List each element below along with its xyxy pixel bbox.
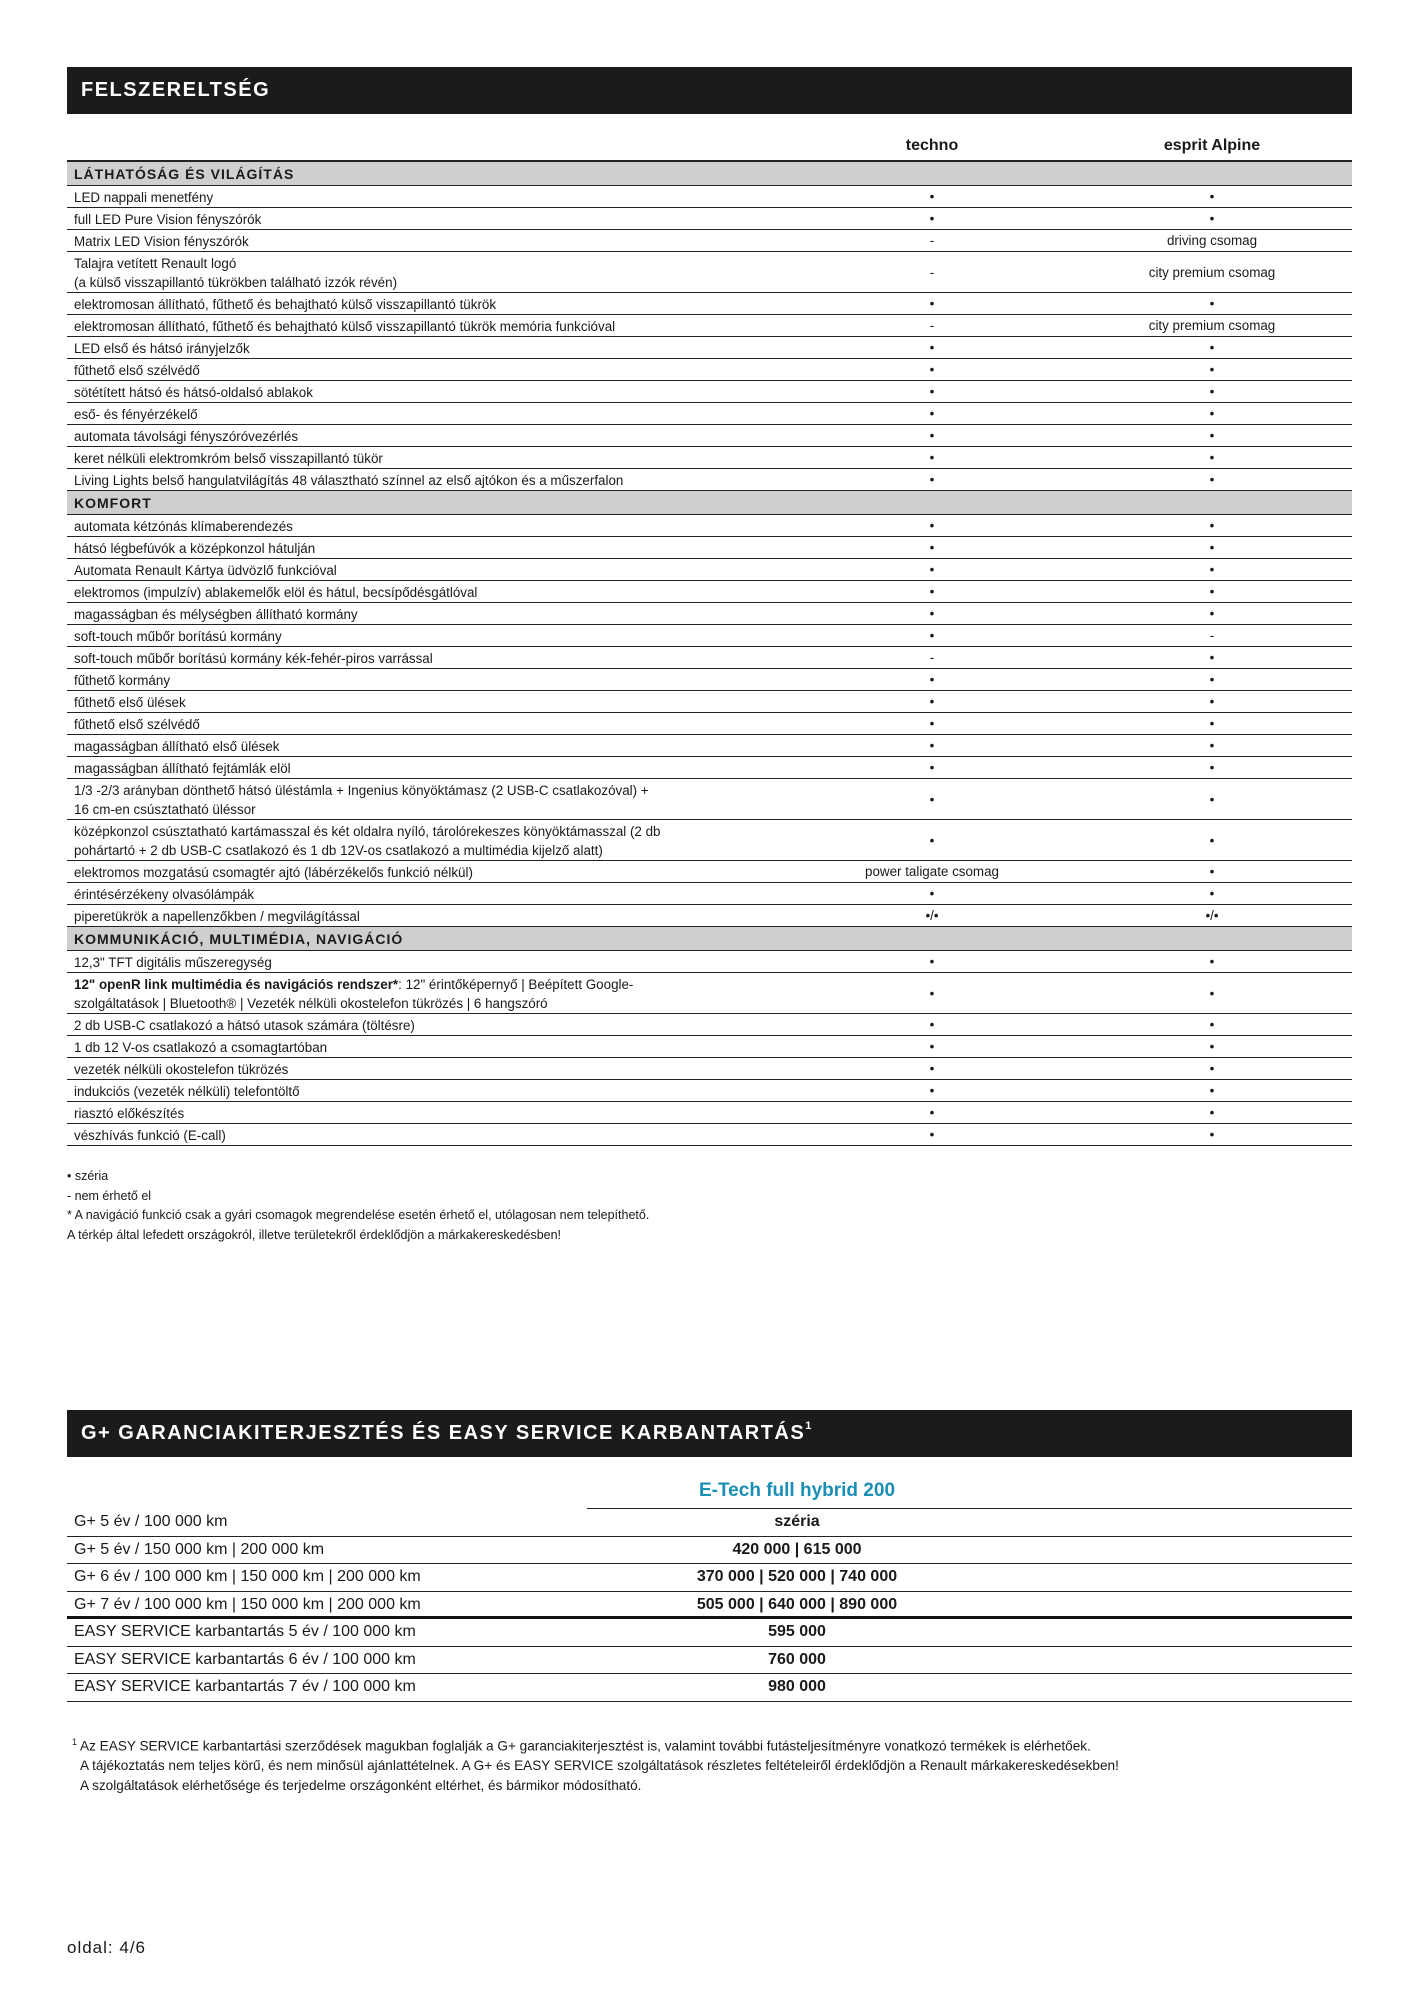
equipment-label	[74, 737, 764, 756]
equipment-row	[67, 1058, 1352, 1080]
equipment-row	[67, 252, 1352, 293]
equipment-label	[74, 885, 764, 904]
equipment-label-line	[74, 1060, 764, 1079]
value-esprit-alpine: •	[1209, 864, 1215, 879]
warranty-note-2: A tájékoztatás nem teljes körű, és nem minősül ajánlattételnek. A G+ és EASY SERVICE szolgáltatások részletes feltételeiről érdeklődjön a Renault márkakereskedésekben!	[80, 1758, 1119, 1774]
value-esprit-alpine: •	[1209, 1083, 1215, 1098]
value-techno: •	[929, 1017, 935, 1032]
equipment-label-line-2: pohártartó + 2 db USB-C csatlakozó és 1 db 12V-os csatlakozó a multimédia kijelző alatt)	[74, 843, 603, 858]
value-techno: •	[929, 296, 935, 311]
equipment-label-text: 1 db 12 V-os csatlakozó a csomagtartóban	[74, 1040, 328, 1055]
equipment-label-line	[74, 583, 764, 602]
value-techno: •	[929, 628, 935, 643]
equipment-section-header	[67, 67, 1352, 114]
value-techno: -	[929, 264, 935, 280]
equipment-row	[67, 669, 1352, 691]
equipment-label	[74, 188, 764, 207]
equipment-label	[74, 1082, 764, 1101]
value-esprit-alpine: •	[1209, 189, 1215, 204]
equipment-column-headers	[67, 133, 1352, 162]
equipment-label-text: érintésérzékeny olvasólámpák	[74, 887, 255, 902]
value-techno: •	[929, 1127, 935, 1142]
equipment-label	[74, 781, 764, 819]
value-techno: •	[929, 518, 935, 533]
equipment-label-text: keret nélküli elektromkróm belső visszapillantó tükör	[74, 451, 383, 466]
equipment-label-text: eső- és fényérzékelő	[74, 407, 198, 422]
equipment-label-text: magasságban állítható első ülések	[74, 739, 280, 754]
equipment-label-line	[74, 383, 764, 402]
warranty-price: 760 000	[768, 1650, 826, 1668]
equipment-row	[67, 208, 1352, 230]
equipment-label	[74, 822, 764, 860]
equipment-label-text: sötétített hátsó és hátsó-oldalsó ablakok	[74, 385, 313, 400]
category-header: KOMFORT	[67, 491, 1352, 515]
equipment-label	[74, 254, 764, 292]
value-techno: -	[929, 233, 935, 248]
equipment-row	[67, 425, 1352, 447]
equipment-row	[67, 973, 1352, 1014]
equipment-label-text: magasságban állítható fejtámlák elöl	[74, 761, 291, 776]
column-header-techno: techno	[905, 137, 959, 154]
warranty-notes	[72, 1733, 1119, 1795]
value-esprit-alpine: •	[1209, 985, 1215, 1001]
equipment-label-line-2: szolgáltatások | Bluetooth® | Vezeték nélküli okostelefon tükrözés | 6 hangszóró	[74, 996, 548, 1011]
warranty-title: G+ GARANCIAKITERJESZTÉS ÉS EASY SERVICE KARBANTARTÁS	[81, 1422, 806, 1444]
equipment-label-line	[74, 693, 764, 712]
value-esprit-alpine: •	[1209, 472, 1215, 487]
equipment-label	[74, 405, 764, 424]
equipment-label-line	[74, 254, 764, 273]
equipment-notes	[67, 1167, 649, 1245]
value-esprit-alpine: •	[1209, 954, 1215, 969]
equipment-label-line	[74, 427, 764, 446]
equipment-label-line	[74, 317, 764, 336]
value-esprit-alpine: •	[1209, 1061, 1215, 1076]
value-techno: •	[929, 694, 935, 709]
value-esprit-alpine: •	[1209, 716, 1215, 731]
value-techno: •	[929, 472, 935, 487]
equipment-label-line	[74, 339, 764, 358]
value-techno: •	[929, 211, 935, 226]
value-techno: •	[929, 189, 935, 204]
equipment-row	[67, 315, 1352, 337]
warranty-note-3: A szolgáltatások elérhetősége és terjedelme országonként eltérhet, és bármikor módosítható.	[80, 1777, 642, 1793]
equipment-label-text: LED első és hátsó irányjelzők	[74, 341, 250, 356]
equipment-title: FELSZERELTSÉG	[81, 79, 271, 101]
equipment-label-line	[74, 1082, 764, 1101]
equipment-label	[74, 863, 764, 882]
value-techno: •	[929, 954, 935, 969]
warranty-section-header	[67, 1410, 1352, 1457]
warranty-label: G+ 6 év / 100 000 km | 150 000 km | 200 000 km	[74, 1568, 421, 1585]
value-techno: •	[929, 760, 935, 775]
equipment-label-line	[74, 907, 764, 926]
equipment-label-text: Matrix LED Vision fényszórók	[74, 234, 249, 249]
equipment-row	[67, 735, 1352, 757]
equipment-row	[67, 469, 1352, 491]
value-techno: •	[929, 1039, 935, 1054]
equipment-label	[74, 649, 764, 668]
equipment-label-line	[74, 517, 764, 536]
value-esprit-alpine: driving csomag	[1166, 233, 1258, 248]
value-techno: •	[929, 1061, 935, 1076]
equipment-label-text: fűthető első ülések	[74, 695, 186, 710]
value-esprit-alpine: •	[1209, 694, 1215, 709]
value-techno: •	[929, 716, 935, 731]
equipment-label-line	[74, 822, 764, 841]
equipment-row	[67, 1124, 1352, 1146]
warranty-label: EASY SERVICE karbantartás 7 év / 100 000 km	[74, 1678, 416, 1695]
equipment-row	[67, 647, 1352, 669]
warranty-label: G+ 5 év / 100 000 km	[74, 1513, 228, 1530]
equipment-label-line	[74, 405, 764, 424]
warranty-price: 370 000 | 520 000 | 740 000	[696, 1568, 898, 1585]
equipment-label	[74, 471, 764, 490]
equipment-label	[74, 759, 764, 778]
legend-not-available: - nem érhető el	[67, 1188, 152, 1203]
equipment-label	[74, 1038, 764, 1057]
warranty-row	[67, 1509, 1352, 1537]
warranty-price: 420 000 | 615 000	[732, 1540, 862, 1558]
equipment-label-line	[74, 885, 764, 904]
equipment-row	[67, 625, 1352, 647]
equipment-label	[74, 449, 764, 468]
value-techno: •	[929, 832, 935, 848]
equipment-row	[67, 603, 1352, 625]
equipment-row	[67, 537, 1352, 559]
equipment-table-body	[67, 162, 1352, 1146]
equipment-label-text: 12,3" TFT digitális műszeregység	[74, 955, 272, 970]
equipment-label-line	[74, 715, 764, 734]
value-techno: •	[929, 428, 935, 443]
value-techno: •	[929, 562, 935, 577]
equipment-label	[74, 693, 764, 712]
warranty-label: G+ 5 év / 150 000 km | 200 000 km	[74, 1540, 325, 1558]
warranty-note-1-text: Az EASY SERVICE karbantartási szerződések magukban foglalják a G+ garanciakiterjesztést is, valamint további futásteljesítményre vonatkozó termékek is elérhetőek.	[77, 1738, 1091, 1754]
value-esprit-alpine: •	[1209, 384, 1215, 399]
equipment-label-line	[74, 671, 764, 690]
equipment-label-line	[74, 759, 764, 778]
equipment-label	[74, 1016, 764, 1035]
equipment-label	[74, 210, 764, 229]
value-esprit-alpine: •	[1209, 584, 1215, 599]
warranty-price: 595 000	[768, 1623, 826, 1640]
equipment-label-text: fűthető első szélvédő	[74, 363, 200, 378]
warranty-row	[67, 1674, 1352, 1702]
value-techno: •	[929, 606, 935, 621]
equipment-row	[67, 581, 1352, 603]
warranty-column-header: E-Tech full hybrid 200	[698, 1480, 896, 1501]
value-esprit-alpine: •	[1209, 1039, 1215, 1054]
value-techno: •	[929, 672, 935, 687]
equipment-label-bold: 12" openR link multimédia és navigációs rendszer*	[74, 977, 399, 992]
equipment-label-line	[74, 737, 764, 756]
equipment-label-text: riasztó előkészítés	[74, 1106, 185, 1121]
warranty-row	[67, 1537, 1352, 1565]
value-esprit-alpine: •	[1209, 606, 1215, 621]
value-esprit-alpine: •	[1209, 886, 1215, 901]
value-esprit-alpine: •	[1209, 832, 1215, 848]
equipment-label	[74, 383, 764, 402]
equipment-label	[74, 1060, 764, 1079]
equipment-label-text: soft-touch műbőr borítású kormány	[74, 629, 282, 644]
equipment-label-line	[74, 210, 764, 229]
equipment-row	[67, 883, 1352, 905]
footnote-map-coverage: A térkép által lefedett országokról, illetve területekről érdeklődjön a márkakereskedésben!	[67, 1227, 562, 1242]
equipment-row	[67, 186, 1352, 208]
equipment-label-text: full LED Pure Vision fényszórók	[74, 212, 262, 227]
equipment-label-line	[74, 1016, 764, 1035]
equipment-table	[67, 133, 1352, 1146]
equipment-label	[74, 561, 764, 580]
equipment-label-text: hátsó légbefúvók a középkonzol hátulján	[74, 541, 316, 556]
equipment-row	[67, 757, 1352, 779]
value-techno: -	[929, 318, 935, 333]
equipment-label-line	[74, 188, 764, 207]
equipment-label-line	[74, 649, 764, 668]
warranty-price: 505 000 | 640 000 | 890 000	[696, 1595, 898, 1613]
value-esprit-alpine: •	[1209, 406, 1215, 421]
equipment-label-line-2: 16 cm-en csúsztatható üléssor	[74, 802, 256, 817]
equipment-label-line	[74, 361, 764, 380]
warranty-label: EASY SERVICE karbantartás 5 év / 100 000 km	[74, 1623, 416, 1640]
equipment-label-line	[74, 953, 764, 972]
page-number: oldal: 4/6	[67, 1938, 146, 1957]
value-esprit-alpine: •	[1209, 540, 1215, 555]
warranty-price: 980 000	[768, 1678, 826, 1695]
category-header: LÁTHATÓSÁG ÉS VILÁGÍTÁS	[67, 162, 1352, 186]
warranty-price: széria	[774, 1513, 820, 1530]
value-techno: •	[929, 1105, 935, 1120]
warranty-label: EASY SERVICE karbantartás 6 év / 100 000 km	[74, 1650, 416, 1668]
category-header: KOMMUNIKÁCIÓ, MULTIMÉDIA, NAVIGÁCIÓ	[67, 927, 1352, 951]
value-esprit-alpine: •	[1209, 362, 1215, 377]
equipment-label-text: fűthető kormány	[74, 673, 171, 688]
equipment-label	[74, 627, 764, 646]
equipment-row	[67, 905, 1352, 927]
equipment-label-text: indukciós (vezeték nélküli) telefontöltő	[74, 1084, 300, 1099]
value-techno: •	[929, 1083, 935, 1098]
equipment-label	[74, 427, 764, 446]
equipment-row	[67, 559, 1352, 581]
equipment-label-line	[74, 295, 764, 314]
value-techno: •	[929, 791, 935, 807]
equipment-row	[67, 779, 1352, 820]
equipment-label-text: magasságban és mélységben állítható kormány	[74, 607, 358, 622]
warranty-row	[67, 1592, 1352, 1620]
value-esprit-alpine: •	[1209, 1127, 1215, 1142]
value-esprit-alpine: •/•	[1205, 908, 1219, 923]
equipment-label-line	[74, 863, 764, 882]
equipment-label-text: vezeték nélküli okostelefon tükrözés	[74, 1062, 289, 1077]
value-techno: -	[929, 650, 935, 665]
equipment-label-text: elektromos mozgatású csomagtér ajtó (lábérzékelős funkció nélkül)	[74, 865, 473, 880]
equipment-label	[74, 671, 764, 690]
equipment-row	[67, 951, 1352, 973]
value-techno: •	[929, 738, 935, 753]
equipment-label-line	[74, 561, 764, 580]
equipment-label-text: fűthető első szélvédő	[74, 717, 200, 732]
equipment-label-line	[74, 232, 764, 251]
equipment-row	[67, 293, 1352, 315]
value-techno: •	[929, 406, 935, 421]
equipment-row	[67, 403, 1352, 425]
equipment-row	[67, 1036, 1352, 1058]
value-esprit-alpine: •	[1209, 450, 1215, 465]
value-esprit-alpine: •	[1209, 211, 1215, 226]
equipment-row	[67, 820, 1352, 861]
equipment-label-text: vészhívás funkció (E-call)	[74, 1128, 226, 1143]
warranty-table-body	[67, 1509, 1352, 1702]
equipment-label-text: automata távolsági fényszóróvezérlés	[74, 429, 299, 444]
equipment-label-text: 2 db USB-C csatlakozó a hátsó utasok számára (töltésre)	[74, 1018, 415, 1033]
equipment-label	[74, 361, 764, 380]
equipment-row	[67, 515, 1352, 537]
equipment-label-text: Automata Renault Kártya üdvözlő funkcióval	[74, 563, 337, 578]
value-esprit-alpine: •	[1209, 738, 1215, 753]
equipment-label-text: 1/3 -2/3 arányban dönthető hátsó üléstámla + Ingenius könyöktámasz (2 USB-C csatlakozóval) +	[74, 783, 649, 798]
warranty-label: G+ 7 év / 100 000 km | 150 000 km | 200 000 km	[74, 1595, 421, 1613]
value-esprit-alpine: •	[1209, 1105, 1215, 1120]
equipment-label	[74, 715, 764, 734]
equipment-label-text: piperetükrök a napellenzőkben / megvilágítással	[74, 909, 360, 924]
equipment-label	[74, 517, 764, 536]
equipment-label-line	[74, 1104, 764, 1123]
equipment-label-line	[74, 471, 764, 490]
equipment-row	[67, 861, 1352, 883]
value-esprit-alpine: •	[1209, 791, 1215, 807]
value-techno: •/•	[925, 908, 939, 923]
value-esprit-alpine: •	[1209, 428, 1215, 443]
value-esprit-alpine: •	[1209, 650, 1215, 665]
equipment-label	[74, 605, 764, 624]
value-techno: •	[929, 985, 935, 1001]
value-techno: •	[929, 886, 935, 901]
value-techno: •	[929, 384, 935, 399]
equipment-row	[67, 1014, 1352, 1036]
equipment-label	[74, 583, 764, 602]
warranty-row	[67, 1647, 1352, 1675]
value-techno: power taligate csomag	[865, 864, 999, 879]
equipment-label-text: elektromos (impulzív) ablakemelők elöl és hátul, becsípődésgátlóval	[74, 585, 478, 600]
equipment-label-text: Talajra vetített Renault logó	[74, 256, 237, 271]
warranty-row	[67, 1619, 1352, 1647]
equipment-label-line	[74, 627, 764, 646]
equipment-label-text: : 12" érintőképernyő | Beépített Google-	[398, 977, 634, 992]
equipment-label	[74, 295, 764, 314]
equipment-row	[67, 691, 1352, 713]
equipment-row	[67, 359, 1352, 381]
equipment-label-text: soft-touch műbőr borítású kormány kék-fehér-piros varrással	[74, 651, 433, 666]
value-techno: •	[929, 540, 935, 555]
warranty-row	[67, 1564, 1352, 1592]
equipment-label	[74, 953, 764, 972]
equipment-label-line	[74, 449, 764, 468]
equipment-label	[74, 907, 764, 926]
equipment-label-text: középkonzol csúsztatható kartámasszal és két oldalra nyíló, tárolórekeszes könyöktámasszal (2 db	[74, 824, 661, 839]
warranty-note-mark: 1	[72, 1737, 78, 1747]
warranty-title-footnote-mark: 1	[805, 1420, 813, 1433]
equipment-label-text: elektromosan állítható, fűthető és behajtható külső visszapillantó tükrök	[74, 297, 497, 312]
equipment-label	[74, 317, 764, 336]
value-esprit-alpine: •	[1209, 1017, 1215, 1032]
value-techno: •	[929, 362, 935, 377]
value-esprit-alpine: city premium csomag	[1148, 318, 1276, 333]
equipment-label	[74, 539, 764, 558]
value-esprit-alpine: •	[1209, 672, 1215, 687]
value-techno: •	[929, 340, 935, 355]
equipment-label-text: Living Lights belső hangulatvilágítás 48 választható színnel az első ajtókon és a műszerfalon	[74, 473, 624, 488]
value-esprit-alpine: •	[1209, 760, 1215, 775]
equipment-row	[67, 337, 1352, 359]
equipment-label	[74, 1104, 764, 1123]
value-esprit-alpine: •	[1209, 562, 1215, 577]
value-techno: •	[929, 450, 935, 465]
equipment-label-line	[74, 781, 764, 800]
footnote-navigation: * A navigáció funkció csak a gyári csomagok megrendelése esetén érhető el, utólagosan nem telepíthető.	[67, 1208, 650, 1222]
equipment-label	[74, 975, 764, 1013]
equipment-row	[67, 381, 1352, 403]
equipment-label-line	[74, 605, 764, 624]
equipment-row	[67, 447, 1352, 469]
equipment-label-text: elektromosan állítható, fűthető és behajtható külső visszapillantó tükrök memória funkcióval	[74, 319, 616, 334]
equipment-label-text: LED nappali menetfény	[74, 190, 214, 205]
legend-standard: • széria	[67, 1169, 109, 1183]
value-esprit-alpine: •	[1209, 340, 1215, 355]
equipment-label	[74, 339, 764, 358]
equipment-label	[74, 1126, 764, 1145]
value-esprit-alpine: •	[1209, 518, 1215, 533]
equipment-label-line-2: (a külső visszapillantó tükrökben található izzók révén)	[74, 275, 398, 290]
value-esprit-alpine: •	[1209, 296, 1215, 311]
value-esprit-alpine: city premium csomag	[1148, 264, 1276, 280]
equipment-row	[67, 230, 1352, 252]
equipment-label-line	[74, 1126, 764, 1145]
value-techno: •	[929, 584, 935, 599]
column-header-esprit-alpine: esprit Alpine	[1163, 137, 1261, 154]
value-esprit-alpine: -	[1209, 628, 1215, 643]
equipment-label-line	[74, 539, 764, 558]
equipment-label-line	[74, 975, 764, 994]
equipment-label	[74, 232, 764, 251]
warranty-note-1	[72, 1733, 1119, 1756]
equipment-label-text: automata kétzónás klímaberendezés	[74, 519, 293, 534]
equipment-row	[67, 1080, 1352, 1102]
equipment-row	[67, 713, 1352, 735]
equipment-row	[67, 1102, 1352, 1124]
equipment-label-line	[74, 1038, 764, 1057]
